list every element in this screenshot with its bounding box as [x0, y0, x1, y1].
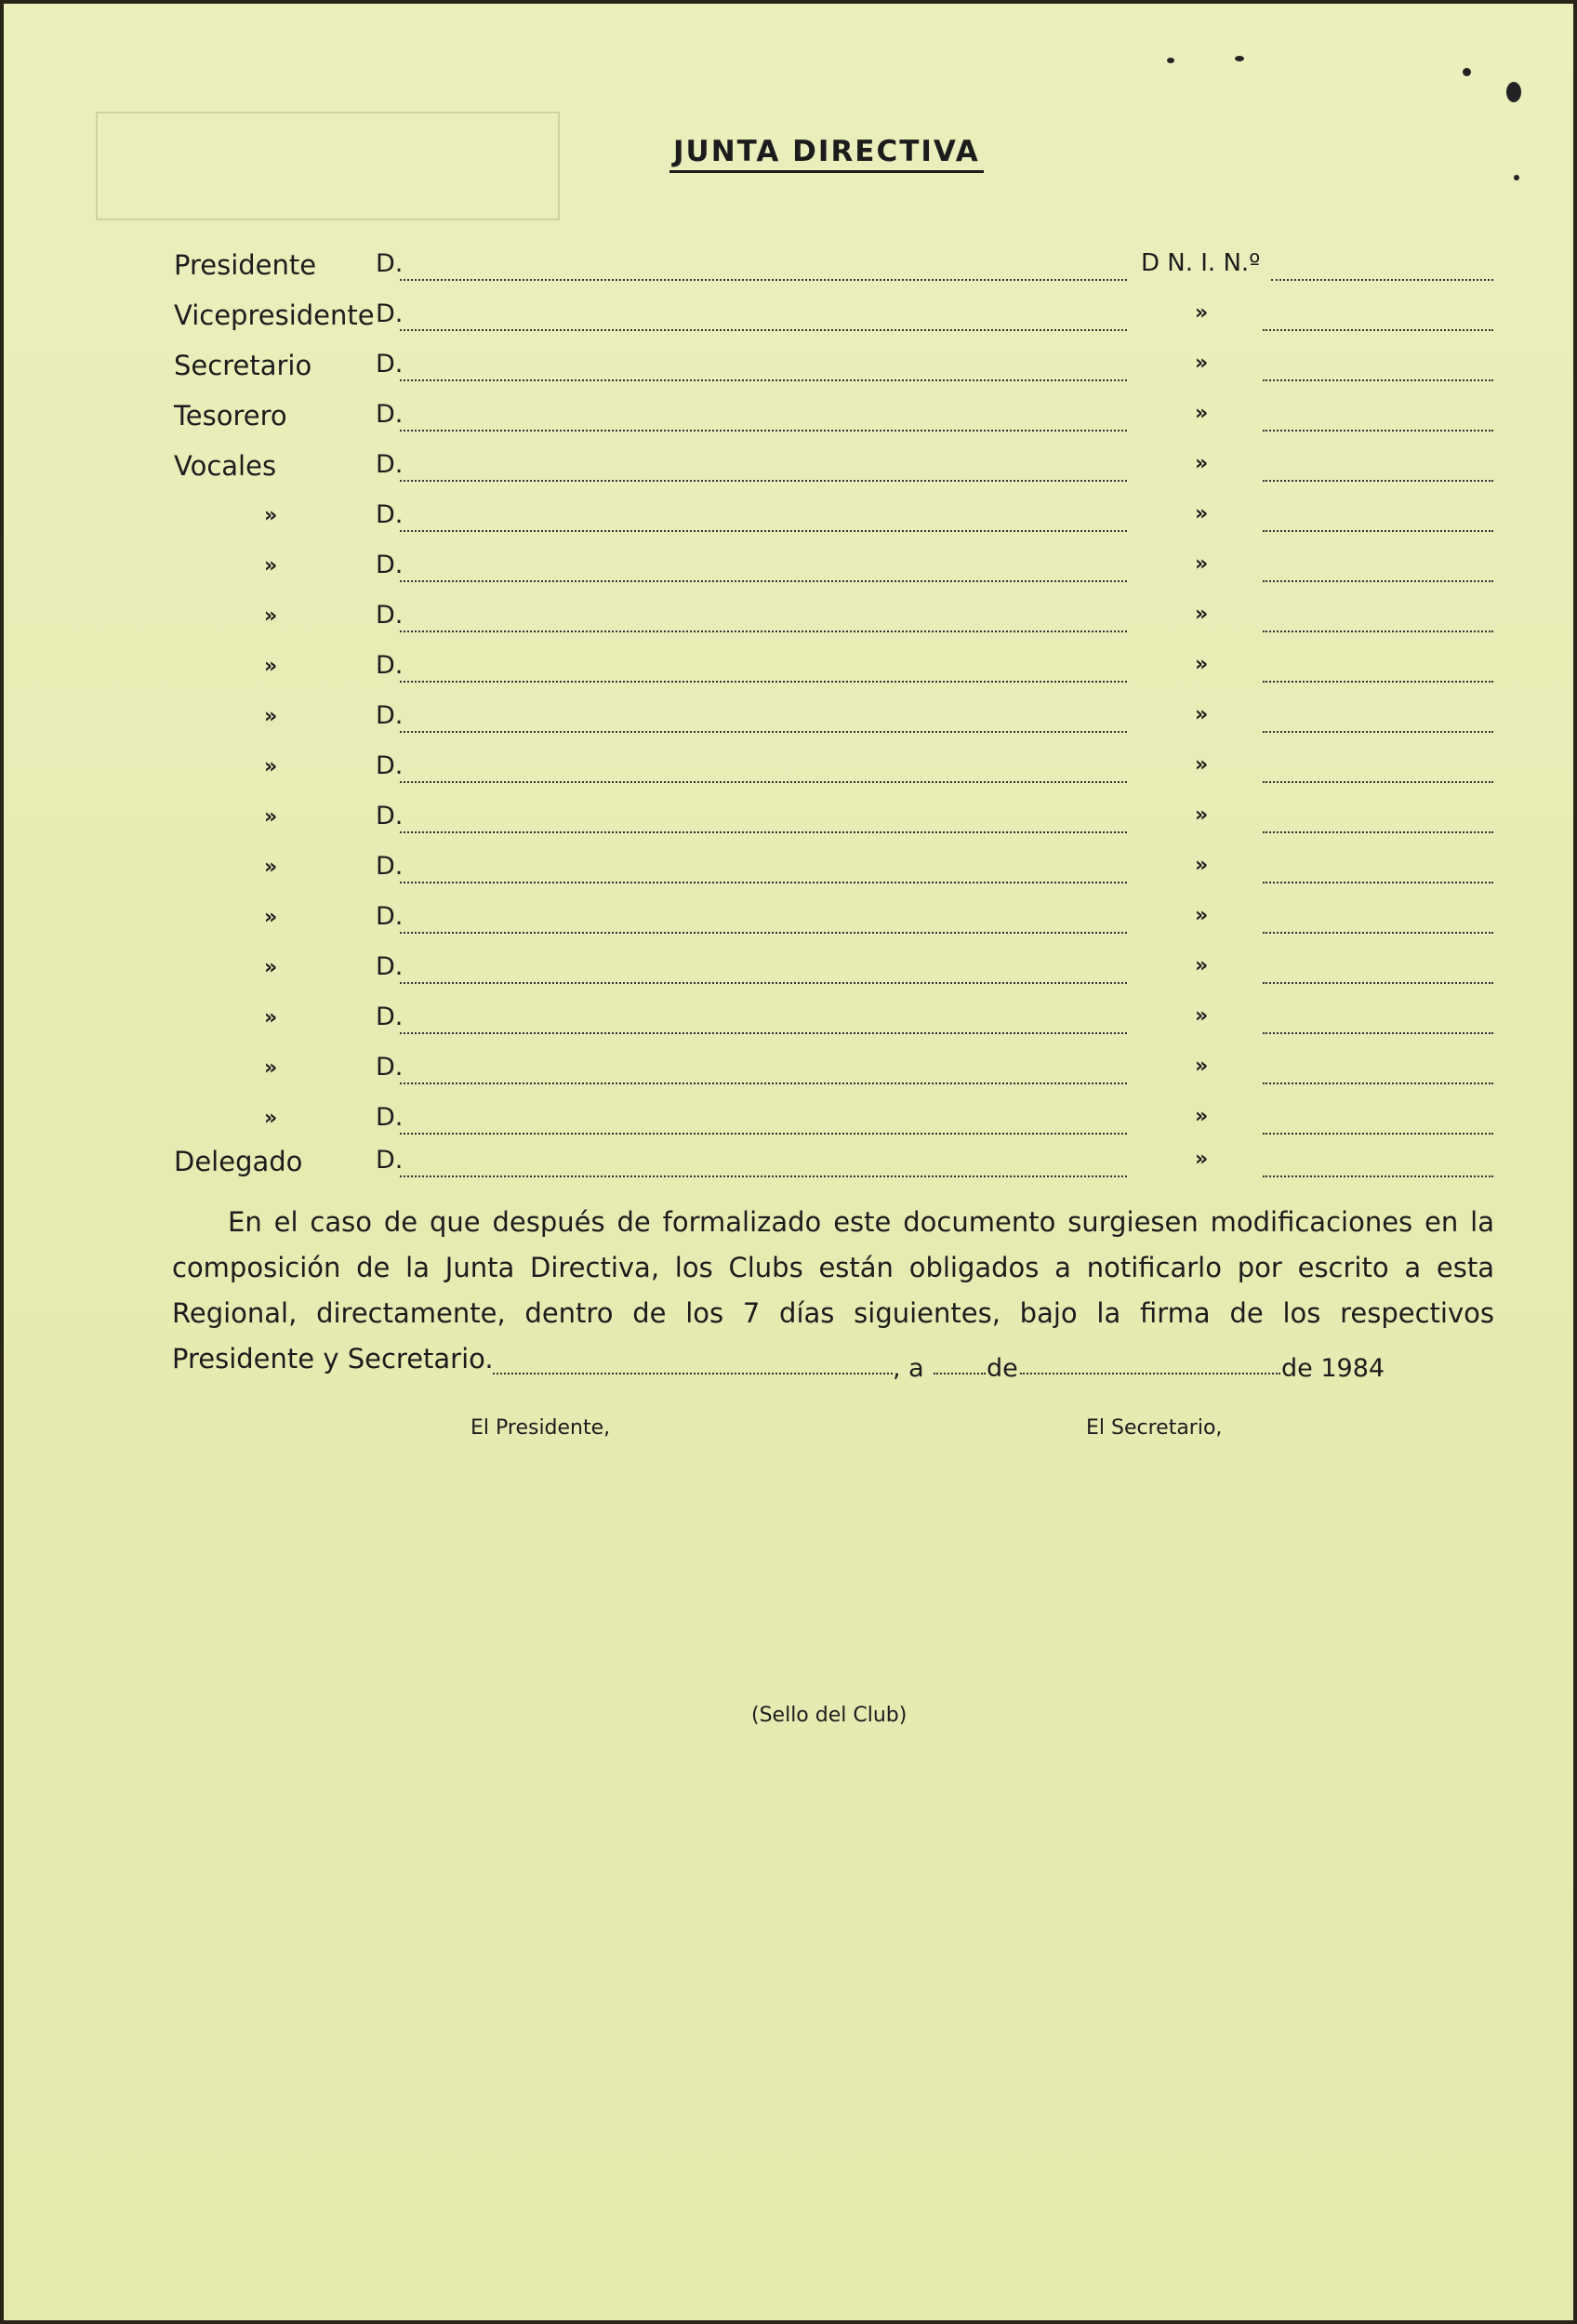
- name-prefix: D.: [376, 952, 404, 981]
- ditto-mark: »: [1195, 301, 1209, 325]
- ditto-mark: »: [264, 906, 278, 929]
- dni-field[interactable]: [1263, 781, 1493, 783]
- row-vocal: [0, 591, 1577, 642]
- row-vocal: [0, 541, 1577, 591]
- row-label: Delegado: [174, 1146, 303, 1177]
- name-prefix: D.: [376, 500, 404, 529]
- dni-field[interactable]: [1271, 279, 1493, 281]
- row-vocal: [0, 843, 1577, 893]
- ditto-mark: »: [264, 956, 278, 979]
- row-label: Presidente: [174, 249, 317, 281]
- name-field[interactable]: [400, 279, 1127, 281]
- ditto-mark: »: [1195, 603, 1209, 626]
- dni-field[interactable]: [1263, 1175, 1493, 1177]
- name-field[interactable]: [400, 932, 1127, 934]
- dni-field[interactable]: [1263, 580, 1493, 582]
- ditto-mark: »: [1195, 1148, 1209, 1171]
- row-label: Tesorero: [174, 400, 287, 432]
- name-field[interactable]: [400, 1133, 1127, 1135]
- name-field[interactable]: [400, 580, 1127, 582]
- dni-field[interactable]: [1263, 831, 1493, 833]
- name-prefix: D.: [376, 852, 404, 881]
- dni-label: D N. I. N.º: [1141, 249, 1261, 277]
- dni-field[interactable]: [1263, 379, 1493, 381]
- row-label: Secretario: [174, 350, 312, 381]
- name-field[interactable]: [400, 882, 1127, 883]
- name-field[interactable]: [400, 1082, 1127, 1084]
- name-prefix: D.: [376, 1103, 404, 1132]
- name-field[interactable]: [400, 1175, 1127, 1177]
- ditto-mark: »: [1195, 1004, 1209, 1028]
- ditto-mark: »: [264, 1006, 278, 1029]
- page-edge-bottom: [0, 2320, 1577, 2324]
- ditto-mark: »: [1195, 352, 1209, 375]
- row-vocales: [0, 441, 1577, 491]
- dni-field[interactable]: [1263, 882, 1493, 883]
- name-prefix: D.: [376, 701, 404, 730]
- notice-text: En el caso de que después de formalizado este documento surgiesen modificaciones en la composición de la Junta Directiva, los Clubs están obligados a notificarlo por escrito a esta Regional, directamente, dentro de los 7 días siguientes, bajo la firma de los respectivos Presidente y Secretario.: [172, 1206, 1494, 1374]
- month-field[interactable]: [1020, 1373, 1280, 1374]
- name-field[interactable]: [400, 982, 1127, 984]
- name-prefix: D.: [376, 601, 404, 630]
- name-field[interactable]: [400, 329, 1127, 331]
- name-field[interactable]: [400, 831, 1127, 833]
- name-field[interactable]: [400, 379, 1127, 381]
- name-prefix: D.: [376, 751, 404, 780]
- ditto-mark: »: [1195, 653, 1209, 676]
- row-vocal: [0, 692, 1577, 742]
- date-year: de 1984: [1281, 1354, 1385, 1383]
- row-vocal: [0, 893, 1577, 943]
- page-edge-top: [0, 0, 1577, 4]
- dni-field[interactable]: [1263, 1133, 1493, 1135]
- name-prefix: D.: [376, 350, 404, 378]
- name-prefix: D.: [376, 1146, 404, 1175]
- row-vocal: [0, 1043, 1577, 1094]
- bleed-through-box: [96, 112, 560, 220]
- dni-field[interactable]: [1263, 430, 1493, 432]
- row-label: Vocales: [174, 450, 277, 482]
- ditto-mark: »: [264, 705, 278, 728]
- ditto-mark: »: [1195, 904, 1209, 927]
- date-a: , a: [893, 1354, 924, 1383]
- secretary-signature-label: El Secretario,: [1086, 1416, 1223, 1440]
- dni-field[interactable]: [1263, 329, 1493, 331]
- date-de: de: [987, 1354, 1018, 1383]
- row-vocal: [0, 792, 1577, 843]
- row-vocal: [0, 943, 1577, 993]
- row-label: Vicepresidente: [174, 299, 375, 331]
- name-field[interactable]: [400, 781, 1127, 783]
- page-title: JUNTA DIRECTIVA: [669, 135, 984, 173]
- dni-field[interactable]: [1263, 631, 1493, 632]
- name-prefix: D.: [376, 249, 404, 278]
- row-tesorero: [0, 391, 1577, 441]
- name-prefix: D.: [376, 802, 404, 830]
- row-vicepresidente: [0, 290, 1577, 340]
- dni-field[interactable]: [1263, 982, 1493, 984]
- ditto-mark: »: [1195, 452, 1209, 475]
- ditto-mark: »: [264, 755, 278, 778]
- name-prefix: D.: [376, 299, 404, 328]
- ditto-mark: »: [264, 504, 278, 527]
- name-field[interactable]: [400, 480, 1127, 482]
- ditto-mark: »: [1195, 854, 1209, 877]
- name-prefix: D.: [376, 1003, 404, 1031]
- ditto-mark: »: [264, 1056, 278, 1080]
- ditto-mark: »: [264, 655, 278, 678]
- ditto-mark: »: [1195, 954, 1209, 977]
- ditto-mark: »: [1195, 552, 1209, 576]
- name-field[interactable]: [400, 430, 1127, 432]
- dni-field[interactable]: [1263, 1032, 1493, 1034]
- ditto-mark: »: [1195, 703, 1209, 726]
- row-vocal: [0, 491, 1577, 541]
- club-seal-label: (Sello del Club): [751, 1704, 908, 1727]
- ditto-mark: »: [264, 856, 278, 879]
- name-field[interactable]: [400, 1032, 1127, 1034]
- name-field[interactable]: [400, 631, 1127, 632]
- dni-field[interactable]: [1263, 932, 1493, 934]
- dni-field[interactable]: [1263, 530, 1493, 532]
- ditto-mark: »: [264, 554, 278, 578]
- ditto-mark: »: [264, 805, 278, 829]
- president-signature-label: El Presidente,: [470, 1416, 611, 1440]
- row-delegado: [0, 1136, 1577, 1187]
- row-vocal: [0, 993, 1577, 1043]
- ditto-mark: »: [264, 604, 278, 628]
- ink-speck: [1167, 58, 1174, 63]
- dni-field[interactable]: [1263, 731, 1493, 733]
- ditto-mark: »: [1195, 1055, 1209, 1078]
- name-field[interactable]: [400, 681, 1127, 683]
- dni-field[interactable]: [1263, 1082, 1493, 1084]
- name-prefix: D.: [376, 902, 404, 931]
- day-field[interactable]: [934, 1373, 986, 1374]
- ink-speck: [1506, 82, 1521, 102]
- name-prefix: D.: [376, 1053, 404, 1082]
- row-vocal: [0, 642, 1577, 692]
- name-prefix: D.: [376, 551, 404, 579]
- dni-field[interactable]: [1263, 681, 1493, 683]
- ditto-mark: »: [1195, 402, 1209, 425]
- ink-speck: [1235, 56, 1244, 61]
- ditto-mark: »: [264, 1107, 278, 1130]
- name-field[interactable]: [400, 731, 1127, 733]
- name-prefix: D.: [376, 400, 404, 429]
- row-secretario: [0, 340, 1577, 391]
- name-prefix: D.: [376, 651, 404, 680]
- row-presidente: [0, 240, 1577, 290]
- row-vocal: [0, 742, 1577, 792]
- ditto-mark: »: [1195, 1105, 1209, 1128]
- name-field[interactable]: [400, 530, 1127, 532]
- ditto-mark: »: [1195, 803, 1209, 827]
- ditto-mark: »: [1195, 502, 1209, 525]
- ink-speck: [1463, 68, 1471, 76]
- ditto-mark: »: [1195, 753, 1209, 777]
- ink-speck: [1514, 175, 1519, 180]
- dni-field[interactable]: [1263, 480, 1493, 482]
- name-prefix: D.: [376, 450, 404, 479]
- place-field[interactable]: [493, 1373, 893, 1374]
